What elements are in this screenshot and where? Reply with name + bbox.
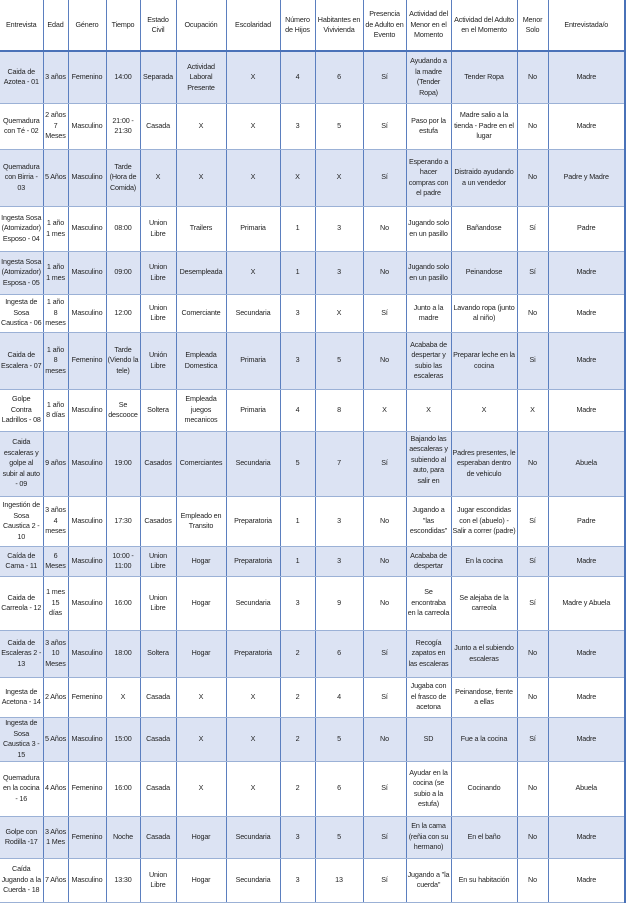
cell: Masculino (68, 206, 106, 251)
cell: 9 (315, 576, 363, 630)
cell: X (176, 149, 226, 206)
cell: Caida de Azotea - 01 (0, 51, 43, 103)
header-numero-hijos: Número de Hijos (280, 0, 315, 51)
cell: Abuela (548, 431, 625, 496)
cell: No (517, 761, 548, 816)
cell: Ingestión de Sosa Caustica 2 - 10 (0, 496, 43, 546)
cell: Sí (517, 576, 548, 630)
cell: 19:00 (106, 431, 140, 496)
cell: 3 (280, 858, 315, 902)
cell: Masculino (68, 294, 106, 332)
cell: Padre y Madre (548, 149, 625, 206)
cell: Distraido ayudando a un vendedor (451, 149, 517, 206)
cell: X (140, 149, 176, 206)
cell: 3 años 4 meses (43, 496, 68, 546)
cell: Se alejaba de la carreola (451, 576, 517, 630)
cell: Padre (548, 206, 625, 251)
cell: Noche (106, 816, 140, 858)
cell: En su habitación (451, 858, 517, 902)
cell: X (315, 294, 363, 332)
cell: 3 años (43, 51, 68, 103)
cell: 6 (315, 51, 363, 103)
cell: 2 (280, 717, 315, 761)
cell: 1 año 1 mes (43, 206, 68, 251)
table-row (0, 717, 625, 761)
cell: 17:30 (106, 496, 140, 546)
cell: 3 (280, 294, 315, 332)
cell: X (226, 761, 280, 816)
cell: Masculino (68, 858, 106, 902)
cell: 3 (280, 576, 315, 630)
cell: Union Libre (140, 858, 176, 902)
cell: X (363, 389, 406, 431)
cell: 3 (315, 496, 363, 546)
cell: 3 (280, 816, 315, 858)
cell: Hogar (176, 816, 226, 858)
cell: Recogía zapatos en las escaleras (406, 630, 451, 677)
cell: Madre (548, 294, 625, 332)
cell: 5 Años (43, 717, 68, 761)
header-actividad-adulto: Actividad del Adulto en el Momento (451, 0, 517, 51)
cell: 08:00 (106, 206, 140, 251)
cell: Madre (548, 389, 625, 431)
cell: Madre (548, 816, 625, 858)
cell: Madre y Abuela (548, 576, 625, 630)
table-row (0, 496, 625, 546)
cell: Madre salio a la tienda - Padre en el lugar (451, 103, 517, 149)
cell: Junto a la madre (406, 294, 451, 332)
cell: Tender Ropa (451, 51, 517, 103)
cell: Casada (140, 816, 176, 858)
cell: Sí (517, 546, 548, 576)
cell: 3 (280, 332, 315, 389)
cell: Caída Jugando a la Cuerda - 18 (0, 858, 43, 902)
cell: No (517, 630, 548, 677)
cell: Secundaria (226, 431, 280, 496)
cell: Masculino (68, 576, 106, 630)
cell: Jugando a "las escondidas" (406, 496, 451, 546)
cell: SD (406, 717, 451, 761)
cell: Soltera (140, 630, 176, 677)
cell: Soltera (140, 389, 176, 431)
cell: Paso por la estufa (406, 103, 451, 149)
cell: Madre (548, 103, 625, 149)
table-row (0, 294, 625, 332)
cell: Peinandose (451, 251, 517, 294)
cell: Ingesta Sosa (Atomizador) Esposa - 05 (0, 251, 43, 294)
cell: Secundaria (226, 858, 280, 902)
cell: 5 (315, 717, 363, 761)
cell: Preparatoria (226, 496, 280, 546)
cell: Caida de Escaleras 2 - 13 (0, 630, 43, 677)
cell: 2 años 7 Meses (43, 103, 68, 149)
cell: X (176, 103, 226, 149)
cell: No (363, 496, 406, 546)
cell: En el baño (451, 816, 517, 858)
table-row (0, 389, 625, 431)
cell: 13 (315, 858, 363, 902)
cell: Trailers (176, 206, 226, 251)
table-row (0, 677, 625, 717)
cell: Empleado en Transito (176, 496, 226, 546)
cell: No (517, 103, 548, 149)
table-row (0, 816, 625, 858)
cell: Masculino (68, 103, 106, 149)
cell: Se descooce (106, 389, 140, 431)
header-entrevista: Entrevista (0, 0, 43, 51)
cell: Sí (363, 630, 406, 677)
cell: Ingesta de Sosa Caustica - 06 (0, 294, 43, 332)
cell: Ingesta Sosa (Atomizador) Esposo - 04 (0, 206, 43, 251)
cell: Sí (363, 677, 406, 717)
cell: Peinandose, frente a ellas (451, 677, 517, 717)
cell: X (176, 717, 226, 761)
table-row (0, 630, 625, 677)
cell: Empleada juegos mecanicos (176, 389, 226, 431)
cell: 1 año 8 meses (43, 332, 68, 389)
cell: No (517, 431, 548, 496)
cell: 4 (280, 51, 315, 103)
cell: Madre (548, 630, 625, 677)
cell: Sí (363, 51, 406, 103)
cell: Quemadura con Té - 02 (0, 103, 43, 149)
cell: 1 (280, 496, 315, 546)
cell: 18:00 (106, 630, 140, 677)
cell: Madre (548, 677, 625, 717)
cell: Quemadura con Birria - 03 (0, 149, 43, 206)
cell: 5 (315, 103, 363, 149)
cell: Casada (140, 717, 176, 761)
cell: Sí (517, 717, 548, 761)
cell: Acababa de despertar y subio las escaleras (406, 332, 451, 389)
cell: 7 (315, 431, 363, 496)
table-row (0, 206, 625, 251)
cell: 5 Años (43, 149, 68, 206)
cell: Masculino (68, 251, 106, 294)
cell: No (517, 858, 548, 902)
cell: Sí (363, 858, 406, 902)
cell: No (363, 546, 406, 576)
cell: 5 (315, 816, 363, 858)
cell: Caida de Carreola - 12 (0, 576, 43, 630)
cell: 6 (315, 761, 363, 816)
cell: Sí (517, 251, 548, 294)
cell: Femenino (68, 51, 106, 103)
cell: Ingesta de Acetona - 14 (0, 677, 43, 717)
cell: Madre (548, 858, 625, 902)
table-body (0, 51, 625, 902)
cell: X (226, 677, 280, 717)
cell: 21:00 - 21:30 (106, 103, 140, 149)
header-ocupacion: Ocupación (176, 0, 226, 51)
cell: No (517, 816, 548, 858)
cell: Padre (548, 496, 625, 546)
cell: Primaria (226, 389, 280, 431)
cell: Bañandose (451, 206, 517, 251)
cell: Union Libre (140, 294, 176, 332)
cell: Hogar (176, 546, 226, 576)
cell: X (226, 149, 280, 206)
cell: En la cama (reñia con su hermano) (406, 816, 451, 858)
cell: No (363, 332, 406, 389)
cell: 6 (315, 630, 363, 677)
cell: Union Libre (140, 576, 176, 630)
cell: 9 años (43, 431, 68, 496)
cell: 4 Años (43, 761, 68, 816)
cell: Caída de Cama - 11 (0, 546, 43, 576)
cell: X (451, 389, 517, 431)
cell: X (226, 251, 280, 294)
table-row (0, 332, 625, 389)
cell: Tarde (Viendo la tele) (106, 332, 140, 389)
cell: 8 (315, 389, 363, 431)
cell: Unión Libre (140, 332, 176, 389)
cell: Sí (363, 294, 406, 332)
cell: X (226, 103, 280, 149)
cell: Femenino (68, 761, 106, 816)
cell: Union Libre (140, 206, 176, 251)
cell: Quemadura en la cocina - 16 (0, 761, 43, 816)
cell: 16:00 (106, 576, 140, 630)
cell: X (406, 389, 451, 431)
cell: Madre (548, 717, 625, 761)
cell: Madre (548, 251, 625, 294)
cell: 1 año 8 días (43, 389, 68, 431)
cell: Madre (548, 546, 625, 576)
header-escolaridad: Escolaridad (226, 0, 280, 51)
cell: 4 (280, 389, 315, 431)
cell: En la cocina (451, 546, 517, 576)
cell: Preparar leche en la cocina (451, 332, 517, 389)
cell: Separada (140, 51, 176, 103)
cell: Preparatoria (226, 546, 280, 576)
cell: Empleada Domestica (176, 332, 226, 389)
cell: Padres presentes, le esperaban dentro de vehiculo (451, 431, 517, 496)
cell: Abuela (548, 761, 625, 816)
cell: Lavando ropa (junto al niño) (451, 294, 517, 332)
header-presencia-adulto: Presencia de Adulto en Evento (363, 0, 406, 51)
cell: Caida escaleras y golpe al subir al auto - 09 (0, 431, 43, 496)
cell: Comerciantes (176, 431, 226, 496)
cell: Union Libre (140, 546, 176, 576)
cell: Casados (140, 431, 176, 496)
cell: Sí (363, 761, 406, 816)
cell: 3 (315, 546, 363, 576)
cell: Masculino (68, 546, 106, 576)
cell: Jugar escondidas con el (abuelo) - Salir a correr (padre) (451, 496, 517, 546)
cell: Sí (363, 103, 406, 149)
cell: No (363, 576, 406, 630)
header-entrevistado: Entrevistada/o (548, 0, 625, 51)
cell: 13:30 (106, 858, 140, 902)
cell: Golpe Contra Ladrillos - 08 (0, 389, 43, 431)
cell: 5 (280, 431, 315, 496)
table-row (0, 576, 625, 630)
cell: No (517, 677, 548, 717)
cell: No (517, 149, 548, 206)
cell: Preparatoria (226, 630, 280, 677)
header-menor-solo: Menor Solo (517, 0, 548, 51)
header-tiempo: Tiempo (106, 0, 140, 51)
cell: 4 (315, 677, 363, 717)
cell: Sí (363, 431, 406, 496)
cell: 1 año 8 meses (43, 294, 68, 332)
cell: Casada (140, 761, 176, 816)
cell: 3 Años 1 Mes (43, 816, 68, 858)
table-row (0, 103, 625, 149)
header-actividad-menor: Actividad del Menor en el Momento (406, 0, 451, 51)
cell: 3 años 10 Meses (43, 630, 68, 677)
cell: Sí (517, 496, 548, 546)
cell: Ayudar en la cocina (se subio a la estufa) (406, 761, 451, 816)
cell: 09:00 (106, 251, 140, 294)
cell: Jugando solo en un pasillo (406, 206, 451, 251)
table-row (0, 546, 625, 576)
cell: Femenino (68, 677, 106, 717)
cell: X (106, 677, 140, 717)
cell: 2 (280, 677, 315, 717)
cell: Jugando a "la cuerda" (406, 858, 451, 902)
cell: Secundaria (226, 294, 280, 332)
cell: Tarde (Hora de Comida) (106, 149, 140, 206)
cell: Masculino (68, 496, 106, 546)
cell: Caida de Escalera - 07 (0, 332, 43, 389)
cell: 10:00 - 11:00 (106, 546, 140, 576)
cell: Primaria (226, 332, 280, 389)
cell: No (363, 717, 406, 761)
cell: Hogar (176, 576, 226, 630)
cell: Bajando las aescaleras y subiendo al auto, para salir en (406, 431, 451, 496)
cell: 15:00 (106, 717, 140, 761)
table-row (0, 251, 625, 294)
table-row (0, 149, 625, 206)
cell: 5 (315, 332, 363, 389)
header-edad: Edad (43, 0, 68, 51)
cell: 1 (280, 251, 315, 294)
cell: Casados (140, 496, 176, 546)
cell: Union Libre (140, 251, 176, 294)
cell: Golpe con Rodilla -17 (0, 816, 43, 858)
cell: 3 (315, 251, 363, 294)
header-row (0, 0, 625, 51)
cell: Desempleada (176, 251, 226, 294)
cell: Madre (548, 332, 625, 389)
cell: 3 (280, 103, 315, 149)
cell: Acababa de despertar (406, 546, 451, 576)
cell: Hogar (176, 858, 226, 902)
header-habitantes: Habitantes en Vivivienda (315, 0, 363, 51)
cell: Femenino (68, 332, 106, 389)
cell: Esperando a hacer compras con el padre (406, 149, 451, 206)
cell: Jugando solo en un pasillo (406, 251, 451, 294)
cell: Masculino (68, 389, 106, 431)
cell: Hogar (176, 630, 226, 677)
cell: Ingesta de Sosa Caustica 3 - 15 (0, 717, 43, 761)
cell: Primaria (226, 206, 280, 251)
cell: Madre (548, 51, 625, 103)
cell: 6 Meses (43, 546, 68, 576)
cell: Masculino (68, 717, 106, 761)
cell: Masculino (68, 630, 106, 677)
cell: 2 Años (43, 677, 68, 717)
cell: No (363, 251, 406, 294)
cell: 2 (280, 761, 315, 816)
cell: X (176, 761, 226, 816)
cell: Secundaria (226, 816, 280, 858)
cell: Sí (517, 206, 548, 251)
cell: Ayudando a la madre (Tender Ropa) (406, 51, 451, 103)
cell: Junto a el subiendo escaleras (451, 630, 517, 677)
cell: X (315, 149, 363, 206)
cell: Masculino (68, 149, 106, 206)
cell: Sí (363, 149, 406, 206)
cell: 12:00 (106, 294, 140, 332)
table-row (0, 51, 625, 103)
cell: 1 mes 15 días (43, 576, 68, 630)
table-row (0, 761, 625, 816)
cell: 3 (315, 206, 363, 251)
cell: Si (517, 332, 548, 389)
cell: No (517, 294, 548, 332)
table-row (0, 858, 625, 902)
cell: Fue a la cocina (451, 717, 517, 761)
cell: Se encontraba en la carreola (406, 576, 451, 630)
cell: No (363, 206, 406, 251)
cell: 1 año 1 mes (43, 251, 68, 294)
cell: Secundaria (226, 576, 280, 630)
cell: No (517, 51, 548, 103)
cell: X (226, 51, 280, 103)
header-genero: Género (68, 0, 106, 51)
cell: X (517, 389, 548, 431)
cell: 2 (280, 630, 315, 677)
cell: X (226, 717, 280, 761)
cell: Cocinando (451, 761, 517, 816)
cell: 1 (280, 546, 315, 576)
cell: 7 Años (43, 858, 68, 902)
cell: Sí (363, 816, 406, 858)
cell: 16:00 (106, 761, 140, 816)
cell: X (176, 677, 226, 717)
cell: Femenino (68, 816, 106, 858)
header-estado-civil: Estado Civil (140, 0, 176, 51)
cell: Casada (140, 103, 176, 149)
cell: 14:00 (106, 51, 140, 103)
cell: Jugaba con el frasco de acetona (406, 677, 451, 717)
cell: 1 (280, 206, 315, 251)
cell: Masculino (68, 431, 106, 496)
cell: Actividad Laboral Presente (176, 51, 226, 103)
cell: Comerciante (176, 294, 226, 332)
cell: Casada (140, 677, 176, 717)
table-row (0, 431, 625, 496)
cell: X (280, 149, 315, 206)
